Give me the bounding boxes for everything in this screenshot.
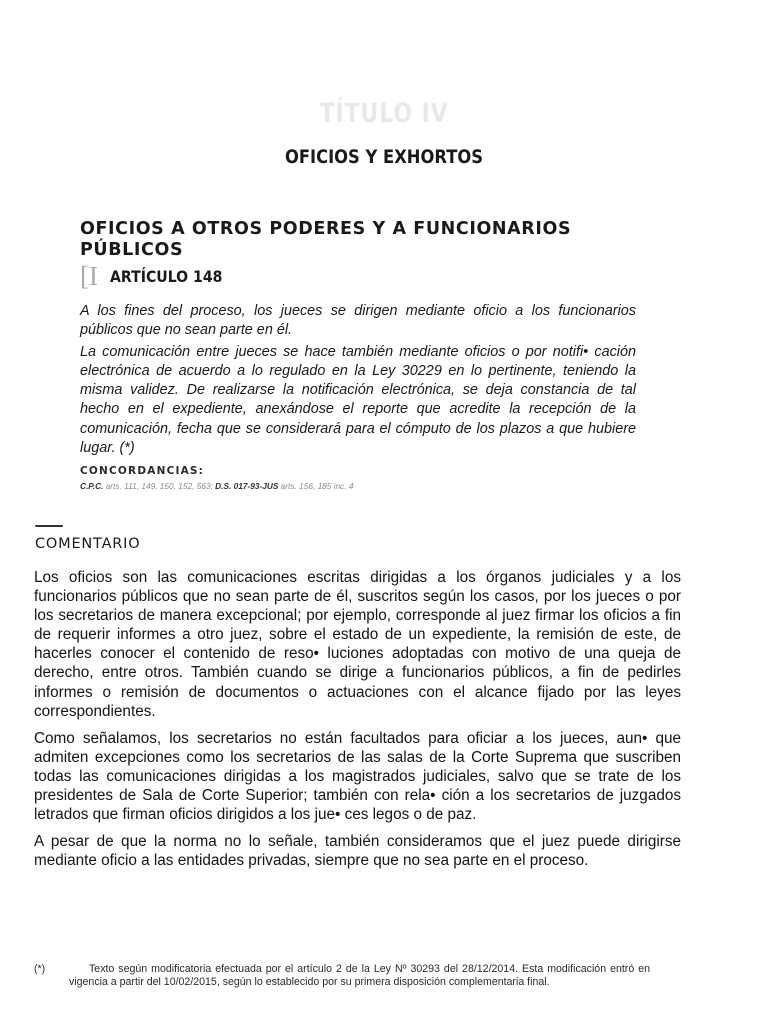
footnote-text: Texto según modificatoria efectuada por el artículo 2 de la Ley Nº 30293 del 28/12/2014. Esta modificación entró en vigencia a partir del 10/02/2015, según lo establecido por su primera disposición complementaria final. xyxy=(69,963,650,989)
footnote-mark: (*) xyxy=(34,963,46,975)
article-paragraph: A los fines del proceso, los jueces se dirigen mediante oficio a los funcionarios públicos que no sean parte en él. xyxy=(80,303,636,339)
footnote xyxy=(34,963,650,990)
concordancias-ds-refs: arts. 156, 185 inc. 4 xyxy=(280,481,354,491)
comment-heading: COMENTARIO xyxy=(35,536,141,552)
concordancias-cpc-label: C.P.C. xyxy=(80,481,104,491)
title-name: OFICIOS Y EXHORTOS xyxy=(284,146,484,168)
concordancias-text xyxy=(80,481,410,492)
article-marker: [I xyxy=(80,261,98,291)
comment-paragraph: Como señalamos, los secretarios no están facultados para oficiar a los jueces, aun• que admiten excepciones como los secretarios de las salas de la Corte Suprema que suscriben todas las comunicaciones dirigidas a los magistrados judiciales, salvo que se trate de los presidentes de Sala de Corte Superior; también con rela• ción a los secretarios de juzgados letrados que firman oficios dirigidos a los jue• ces legos o de paz. xyxy=(34,729,681,824)
title-number: TÍTULO IV xyxy=(319,98,449,129)
concordancias-ds-label: D.S. 017-93-JUS xyxy=(215,481,279,491)
section-heading: OFICIOS A OTROS PODERES Y A FUNCIONARIOS PÚBLICOS xyxy=(80,219,572,260)
article-paragraph: La comunicación entre jueces se hace también mediante oficios o por notifi• cación electrónica de acuerdo a lo regulado en la Ley 30229 en lo pertinente, teniendo la misma validez. De realizarse la notificación electrónica, se deja constancia de tal hecho en el expediente, anexándose el reporte que acredite la recepción de la comunicación, fecha que se considerará para el cómputo de los plazos a que hubiere lugar. (*) xyxy=(80,344,636,456)
comment-paragraph: Los oficios son las comunicaciones escritas dirigidas a los órganos judiciales y a los funcionarios públicos que no sean parte de él, suscritos según los casos, por los jueces o por los secretarios de manera excepcional; por ejemplo, corresponde al juez firmar los oficios a fin de requerir informes a otro juez, sobre el estado de un expediente, la remisión de este, de hacerles conocer el contenido de reso• luciones adoptadas con motivo de una queja de derecho, entre otros. También cuando se dirige a funcionarios públicos, a fin de pedirles informes o remisión de documentos o actuaciones con el alcance fijado por las leyes correspondientes. xyxy=(34,569,681,720)
article-label: ARTÍCULO 148 xyxy=(110,267,223,286)
concordancias-title: CONCORDANCIAS: xyxy=(80,465,205,477)
comment-divider xyxy=(35,525,63,527)
comment-body xyxy=(34,568,681,878)
article-text xyxy=(80,302,636,461)
concordancias-cpc-refs: arts. 111, 149, 150, 152, 563; xyxy=(105,481,213,491)
comment-paragraph: A pesar de que la norma no lo señale, también consideramos que el juez puede dirigirse mediante oficio a las entidades privadas, siempre que no sea parte en el proceso. xyxy=(34,833,681,870)
